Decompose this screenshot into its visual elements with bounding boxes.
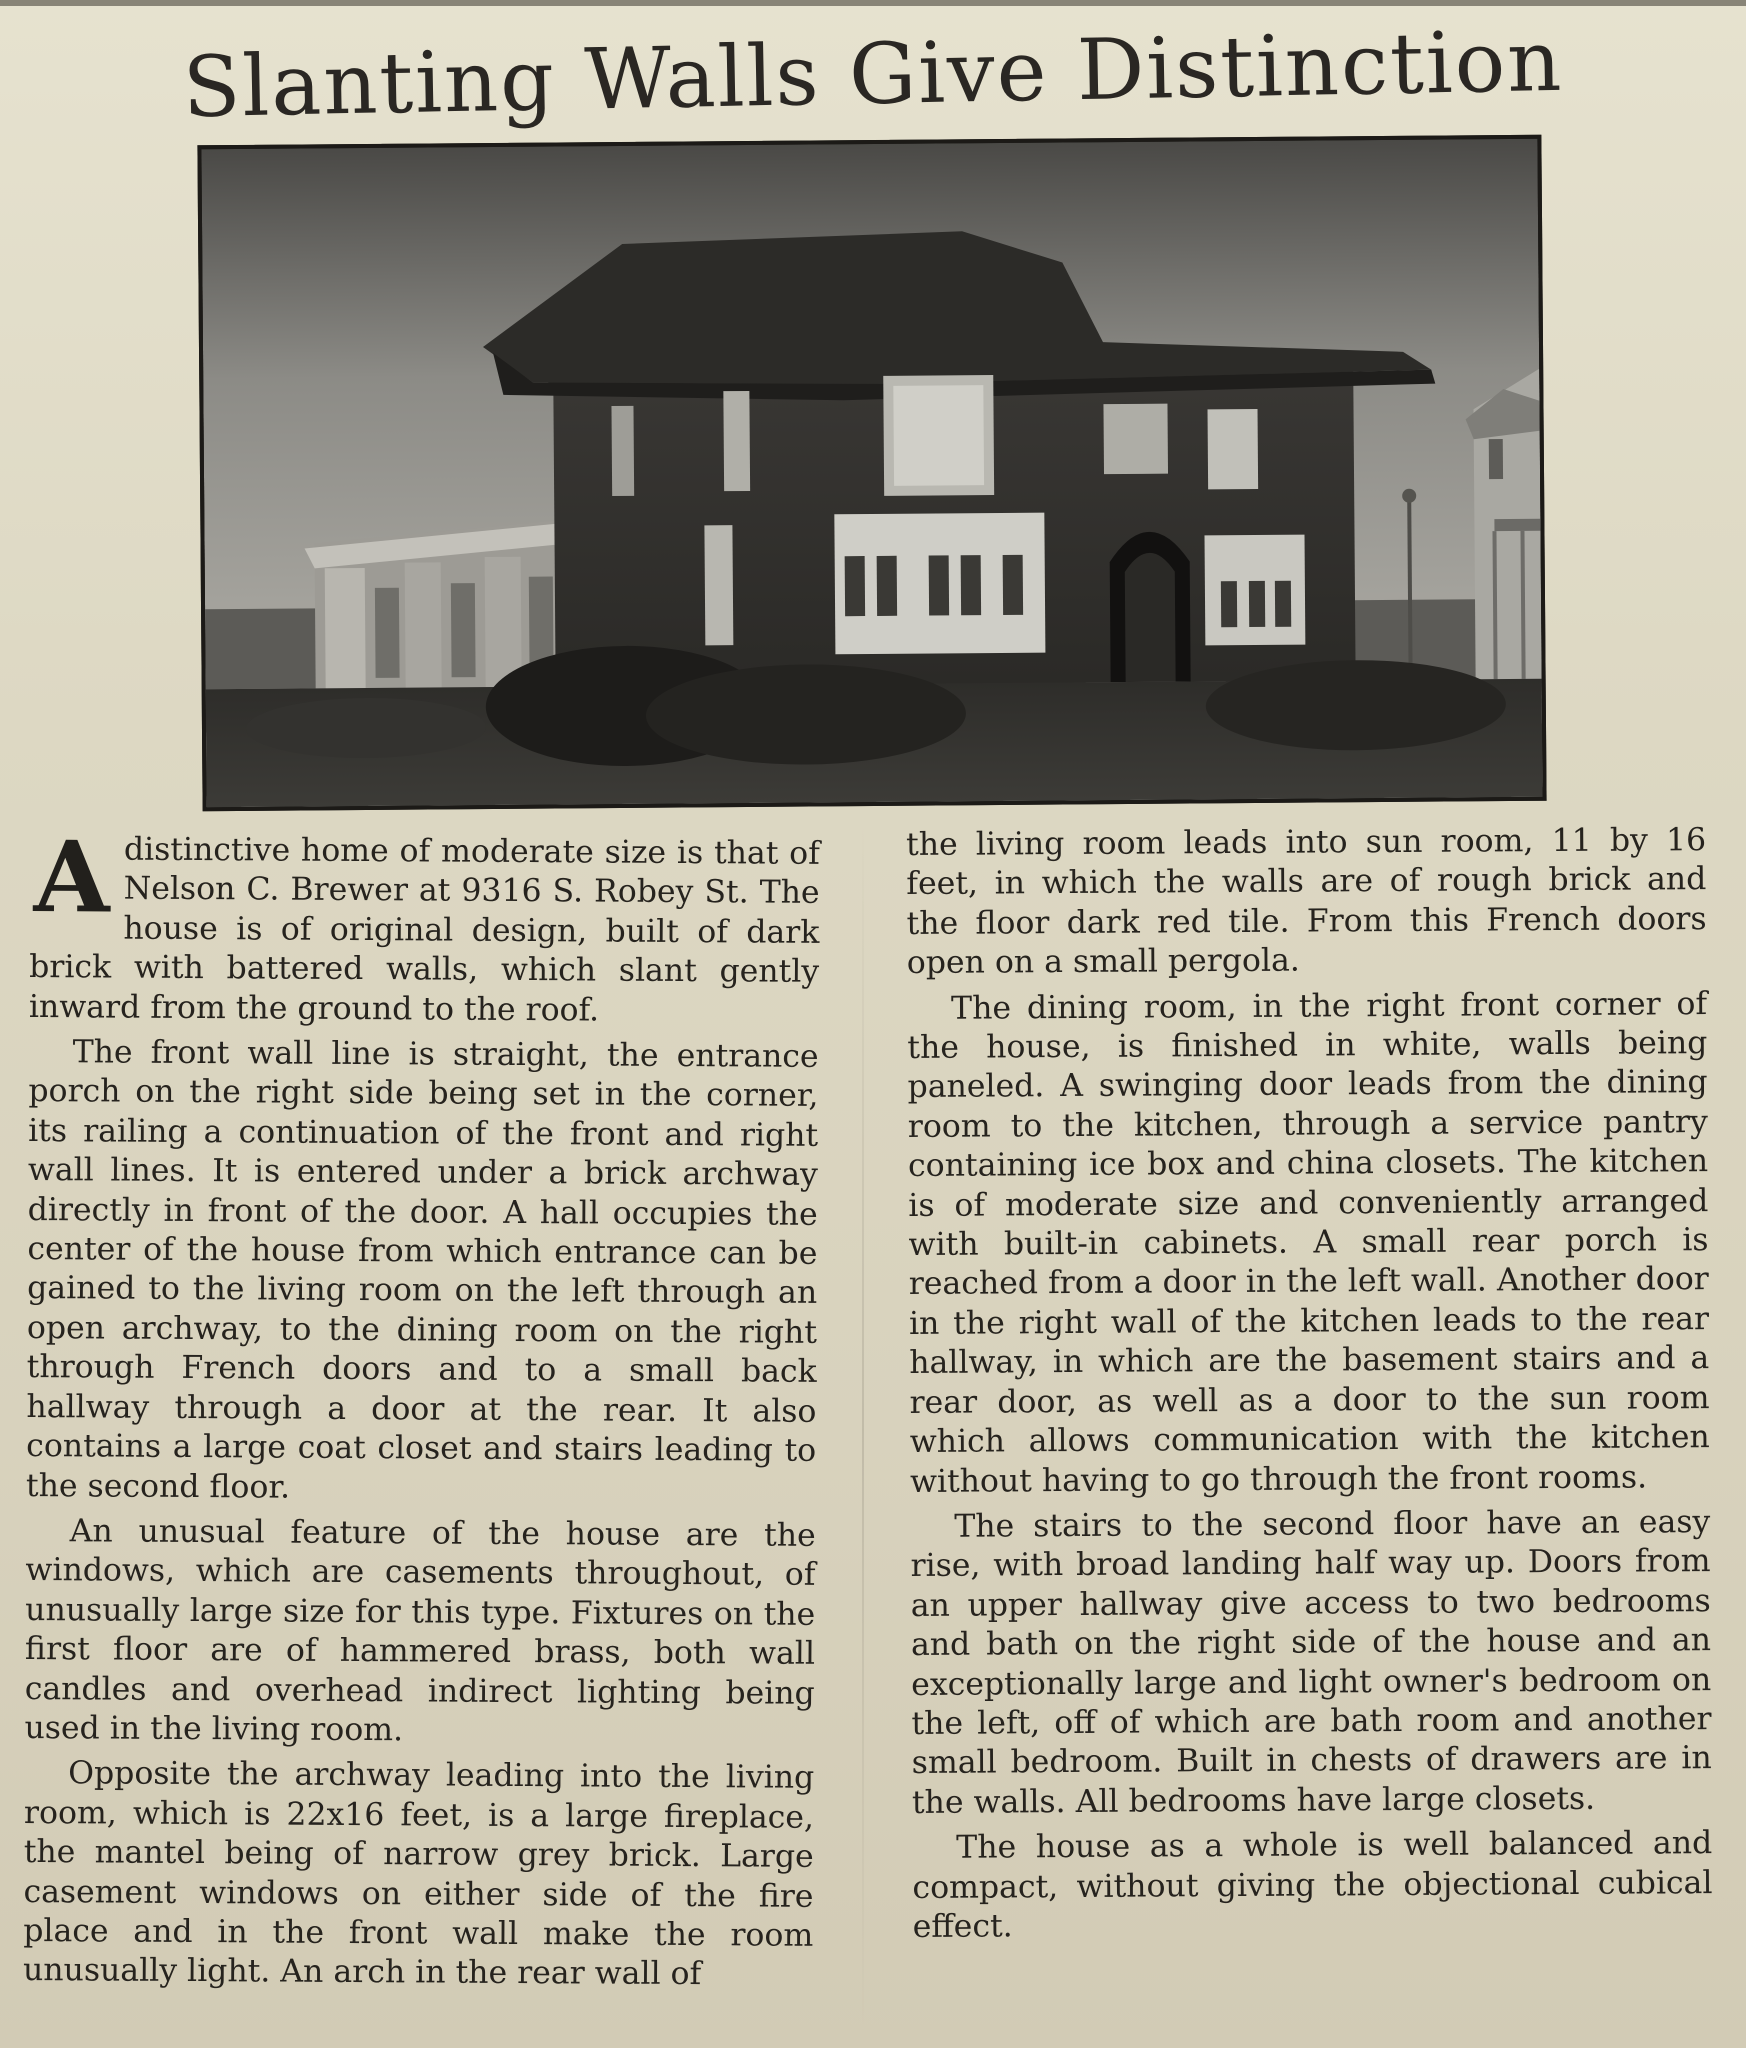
article-paragraph: Opposite the archway leading into the living room, which is 22x16 feet, is a large fireplace, the mantel being of narrow grey brick. Large casement windows on either side of the fire place and in the front wall make the room unusually light. An arch in the rear wall of [22,1755,815,1993]
article-paragraph: The dining room, in the right front corner of the house, is finished in white, walls being paneled. A swinging door leads from the dining room to the kitchen, through a service pantry containing ice box and china closets. The kitchen is of moderate size and conveniently arranged with built-in cabinets. A small rear porch is reached from a door in the left wall. Another door in the right wall of the kitchen leads to the rear hallway, in which are the basement stairs and a rear door, as well as a door to the sun room which allows communication with the kitchen without having to go through the front rooms. [907,985,1710,1500]
article-paragraph: the living room leads into sun room, 11 by 16 feet, in which the walls are of rough brick and the floor dark red tile. From this French doors open on a small pergola. [906,822,1707,982]
article-paragraph: The front wall line is straight, the entrance porch on the right side being set in the corner, its railing a continuation of the front and right wall lines. It is entered under a brick archway directly in front of the door. A hall occupies the center of the house from which entrance can be gained to the living room on the left through an open archway, to the dining room on the right through French doors and to a small back hallway through a door at the rear. It also contains a large coat closet and stairs leading to the second floor. [25,1034,819,1506]
article-paragraph: The stairs to the second floor have an easy rise, with broad landing half way up. Doors from an upper hallway give access to two bedrooms and bath on the right side of the house and an exceptionally large and light owner's bedroom on the left, off of which are bath room and another small bedroom. Built in chests of drawers are in the walls. All bedrooms have large closets. [910,1504,1712,1821]
page-fold [862,820,864,2040]
article-paragraph: An unusual feature of the house are the windows, which are casements throughout, of unusually large size for this type. Fixtures on the first floor are of hammered brass, both wall candles and overhead indirect lighting being used in the living room. [24,1513,816,1749]
article-column-right [906,821,1713,1953]
drop-cap: A [33,820,111,936]
house-photo [197,135,1546,812]
article-column-left [22,820,820,2002]
paragraph-text: distinctive home of moderate size is that of Nelson C. Brewer at 9316 S. Robey St. The house is of original design, built of dark brick with battered walls, which slant gently inward from the ground to the roof. [28,831,820,1029]
article-paragraph: The house as a whole is well balanced and compact, without giving the objectional cubical effect. [912,1825,1713,1945]
article-headline: Slanting Walls Give Distinction [181,11,1565,137]
article-paragraph [28,820,820,1032]
